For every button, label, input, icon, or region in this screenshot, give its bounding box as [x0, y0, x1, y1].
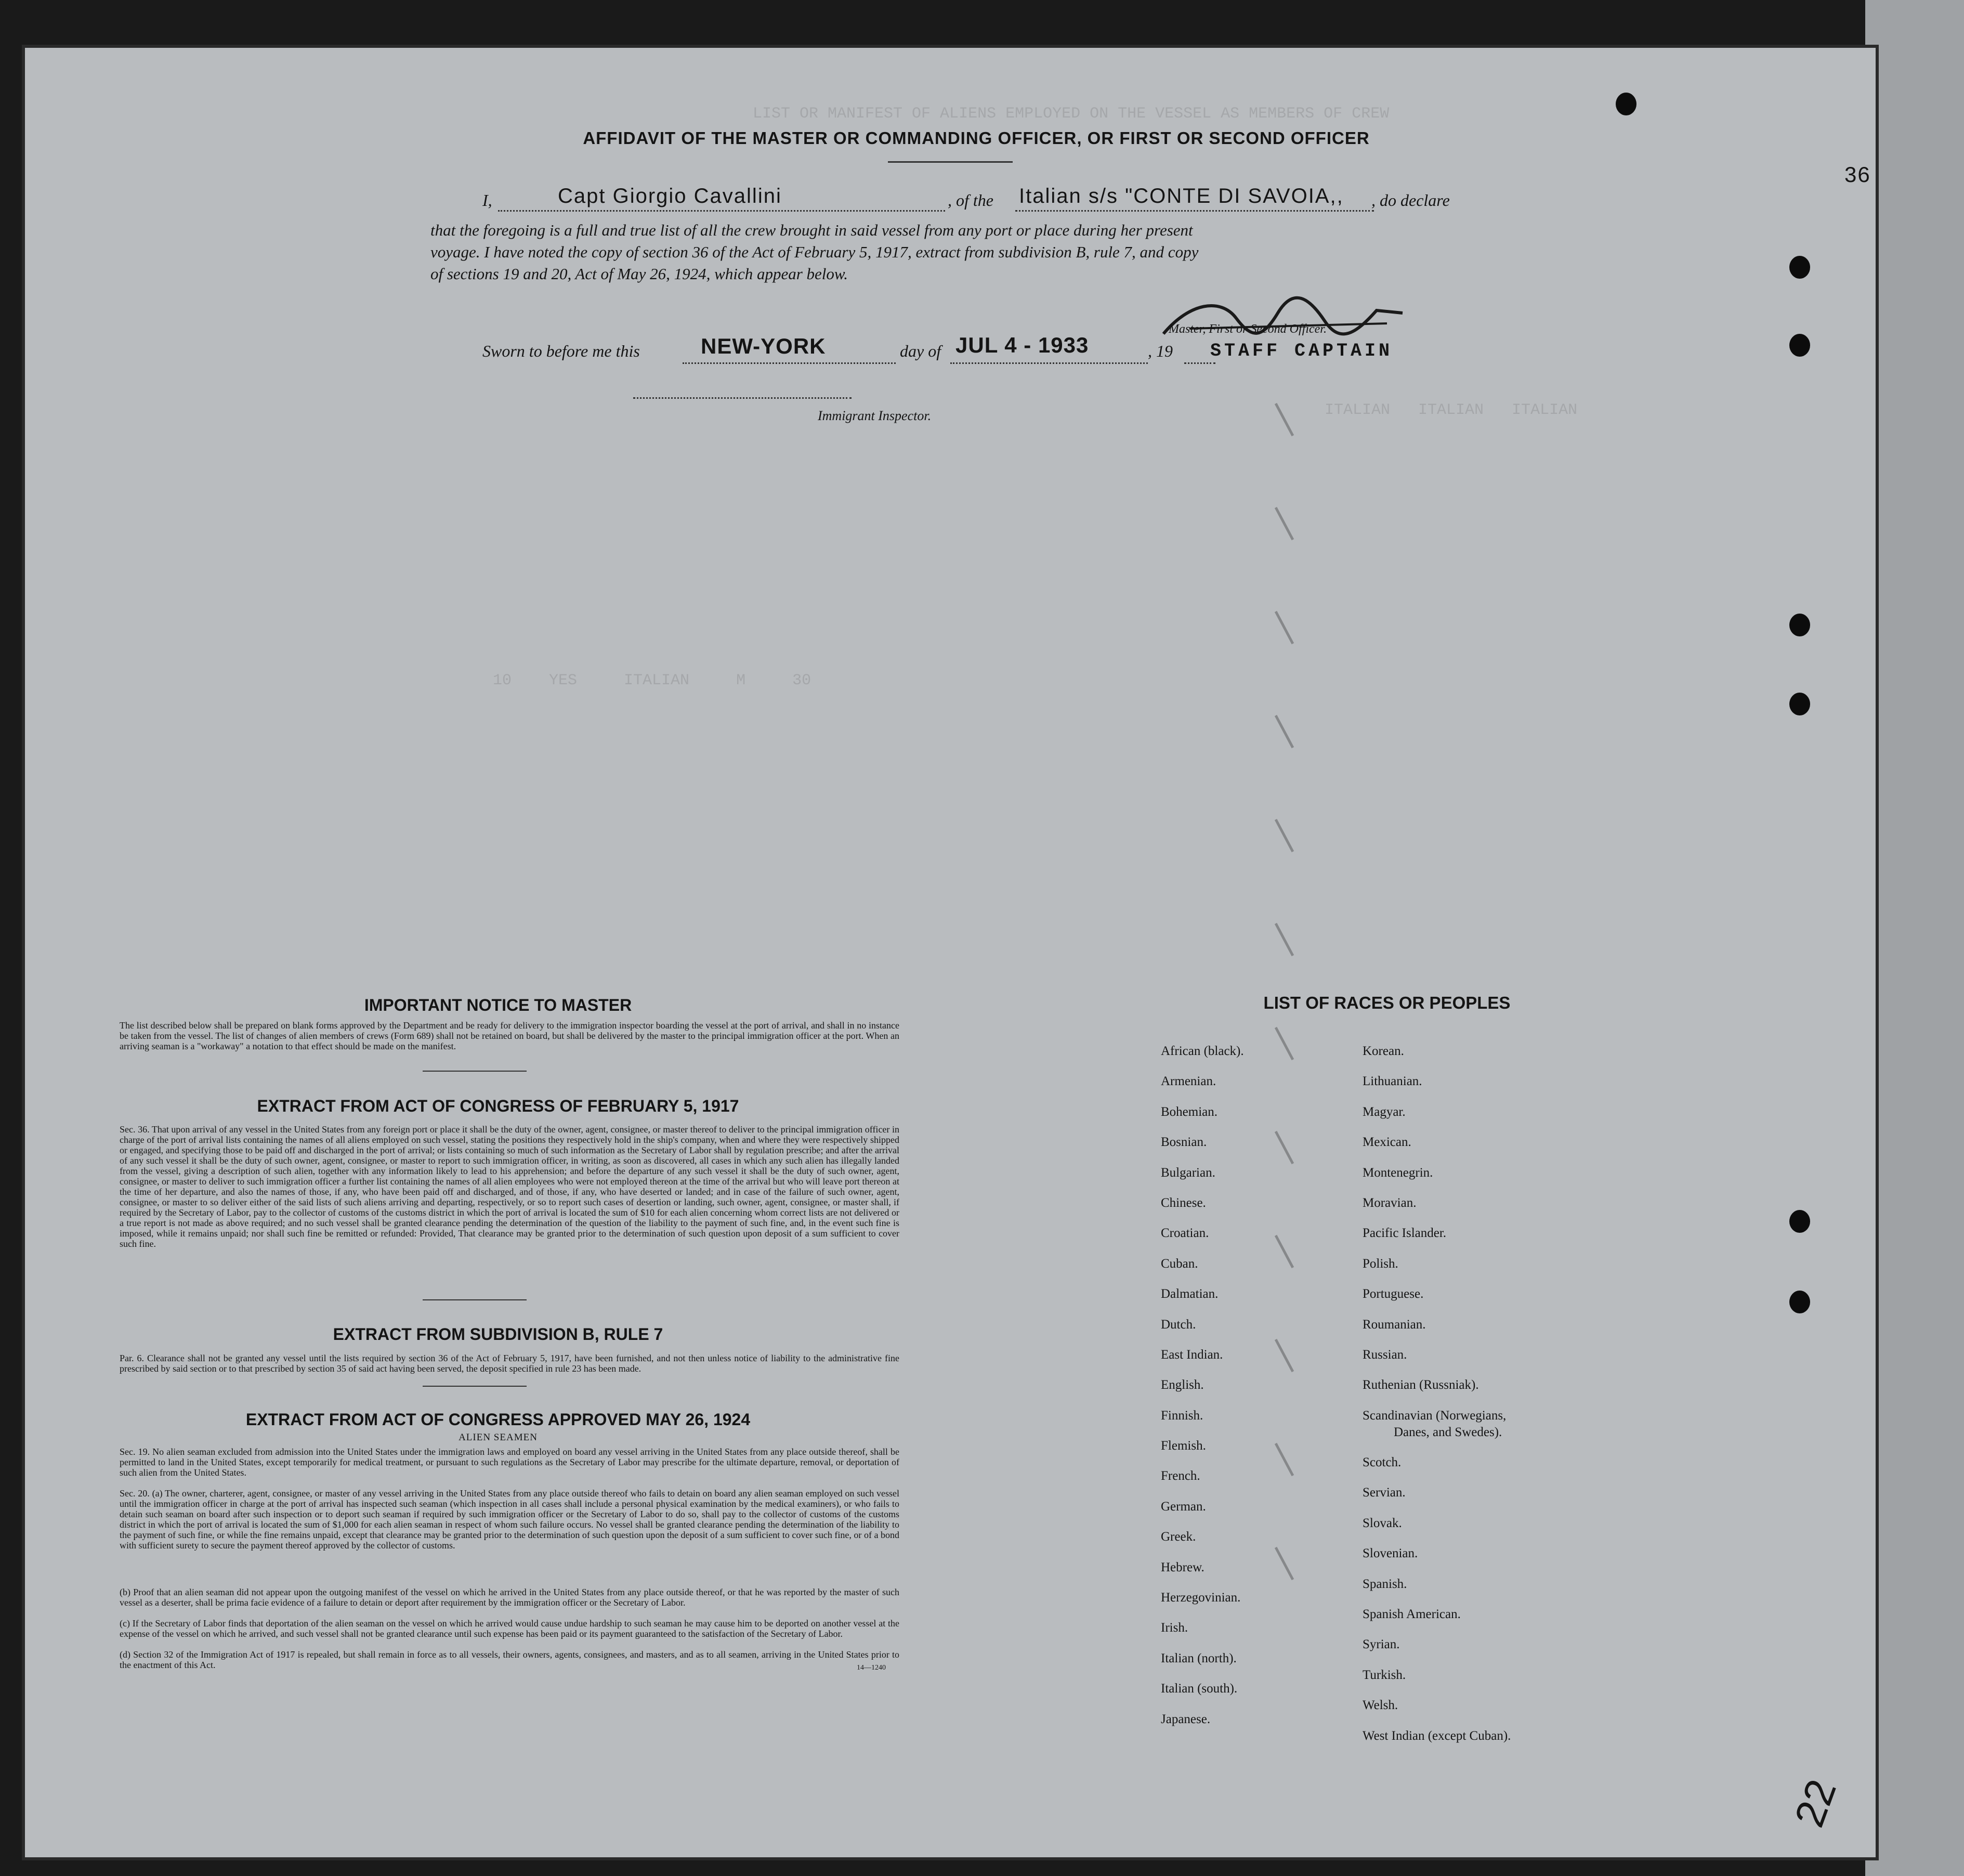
race-item: Dutch. — [1161, 1317, 1196, 1332]
extract-1924-sec20d: (d) Section 32 of the Immigration Act of 1917 is repealed, but shall remain in force as to all vessels, their owners, agents, consignees, and masters, and as to all seamen, arriving in the United States prior to the enactment of this Act. — [120, 1649, 899, 1670]
race-item: Greek. — [1161, 1530, 1196, 1544]
extract-rule7-title: EXTRACT FROM SUBDIVISION B, RULE 7 — [333, 1325, 663, 1344]
race-item: Scotch. — [1363, 1455, 1402, 1470]
race-item: Ruthenian (Russniak). — [1363, 1378, 1479, 1392]
race-item: Hebrew. — [1161, 1560, 1204, 1574]
races-title: LIST OF RACES OR PEOPLES — [1263, 993, 1511, 1012]
of-the-label: , of the — [948, 191, 993, 210]
bleed-through-text: LIST OR MANIFEST OF ALIENS EMPLOYED ON THE VESSEL AS MEMBERS OF CREW — [753, 105, 1390, 123]
extract-1924-sec20c: (c) If the Secretary of Labor finds that deportation of the alien seaman on the vessel on which he arrived would cause undue hardship to such seaman he may cause him to be deported on another vessel at the expense of the vessel on which he arrived, and such vessel shall not be granted clearance until such expense has been paid or its payment guaranteed to the satisfaction of the Secretary of Labor. — [120, 1618, 899, 1639]
race-item: Magyar. — [1363, 1104, 1406, 1119]
race-item: German. — [1161, 1499, 1206, 1514]
race-item: Croatian. — [1161, 1226, 1209, 1241]
bleed-through-column: ITALIAN ITALIAN ITALIAN — [1325, 401, 1578, 419]
extract-1924-sec20a: Sec. 20. (a) The owner, charterer, agent, consignee, or master of any vessel arriving in the United States from any place outside thereof who fails to detain on board any alien seaman employed on such vessel until the immigration officer in charge at the port of arrival has inspected such seaman (which inspection in all cases shall include a personal physical examination by the medical examiners), or who fails to detain such seaman on board after such inspection or to deport such seaman if required by such immigration officer or the Secretary of Labor to do so, shall pay to the collector of customs of the customs district in which the port of arrival is located the sum of $1,000 for each alien seaman in respect of whom such failure occurs. No vessel shall be granted clearance pending the determination of the liability to the payment of such fine, or while the fine remains unpaid, except that clearance may be granted prior to the determination of such question upon the deposit of a sum sufficient to cover such fine, or of a bond with sufficient surety to secure the payment thereof approved by the collector of customs. — [120, 1488, 899, 1551]
races-column-2 — [1363, 1044, 1511, 1759]
race-item: Dalmatian. — [1161, 1287, 1219, 1301]
race-item: Irish. — [1161, 1621, 1188, 1635]
form-number: 14—1240 — [857, 1664, 886, 1672]
sheet-number: 36 — [1844, 162, 1871, 187]
race-item: Slovenian. — [1363, 1546, 1418, 1561]
race-item: Syrian. — [1363, 1637, 1400, 1652]
race-item: Spanish American. — [1363, 1607, 1461, 1622]
punch-hole — [1789, 334, 1810, 357]
do-declare-label: , do declare — [1371, 191, 1450, 210]
race-item: Bulgarian. — [1161, 1165, 1215, 1180]
race-item: Moravian. — [1363, 1195, 1417, 1210]
race-item: Roumanian. — [1363, 1317, 1426, 1332]
race-item: English. — [1161, 1378, 1204, 1392]
vessel-name: Italian s/s "CONTE DI SAVOIA,, — [1019, 185, 1344, 207]
race-item: Slovak. — [1363, 1516, 1402, 1530]
race-item: Montenegrin. — [1363, 1165, 1433, 1180]
race-item: Korean. — [1363, 1044, 1404, 1058]
race-item: Pacific Islander. — [1363, 1226, 1447, 1241]
notice-text: The list described below shall be prepared on blank forms approved by the Department and be ready for delivery to the immigration inspector boarding the vessel at the port of arrival, and shall in no instance be taken from the vessel. The list of changes of alien members of crews (Form 689) shall not be retained on board, but shall be delivered by the master to the principal immigration officer at the port. When an arriving seaman is a "workaway" a notation to that effect should be made on the manifest. — [120, 1020, 899, 1051]
race-item: Danes, and Swedes). — [1394, 1425, 1502, 1439]
race-item: French. — [1161, 1469, 1200, 1483]
affidavit-body-line2: voyage. I have noted the copy of section 36 of the Act of February 5, 1917, extract from subdivision B, rule 7, and copy — [430, 243, 1199, 261]
signature-caption: Master, First or Second Officer. — [1169, 322, 1327, 336]
race-item: Welsh. — [1363, 1698, 1398, 1713]
bleed-through-rows: 10 YES ITALIAN M 30 — [493, 672, 811, 689]
affidavit-body-line3: of sections 19 and 20, Act of May 26, 1924, which appear below. — [430, 265, 848, 283]
extract-1917-title: EXTRACT FROM ACT OF CONGRESS OF FEBRUARY 5, 1917 — [257, 1097, 739, 1115]
master-name: Capt Giorgio Cavallini — [558, 185, 782, 207]
notice-title: IMPORTANT NOTICE TO MASTER — [364, 996, 632, 1014]
race-item: Bosnian. — [1161, 1135, 1207, 1150]
sworn-date: JUL 4 - 1933 — [955, 333, 1089, 357]
day-of-label: day of — [900, 342, 941, 360]
race-item: Italian (south). — [1161, 1682, 1238, 1696]
extract-1917-text: Sec. 36. That upon arrival of any vessel in the United States from any foreign port or place it shall be the duty of the owner, agent, consignee, or master thereof to deliver to the principal immigration officer in charge of the port of arrival lists containing the names of all aliens employed on such vessel, stating the positions they respectively hold in the ship's company, when and where they were respectively shipped or engaged, and specifying those to be paid off and discharged in the port of arrival; or lists containing so much of such information as the Secretary of Labor shall by regulation prescribe; and after the arrival of any such vessel it shall be the duty of such owner, agent, consignee, or master to report to such immigration officer, in writing, as soon as discovered, all cases in which any such alien has illegally landed from the vessel, giving a description of such alien, together with any information likely to lead to his apprehension; and before the departure of any such vessel it shall be the duty of such owner, agent, consignee, or master to deliver to such immigration officer a further list containing the names of all alien employees who were not employed thereon at the time of the arrival but who will leave port thereon at the time of her departure, and also the names of those, if any, who have been paid off and discharged, and of those, if any, who have deserted or landed; and in case of the failure of such owner, agent, consignee, or master to so deliver either of the said lists of such aliens arriving and departing, respectively, or so to report such cases of desertion or landing, such owner, agent, consignee, or master shall, if required by the Secretary of Labor, pay to the collector of customs of the customs district in which the port of arrival is located the sum of $10 for each alien concerning whom correct lists are not delivered or a true report is not made as above required; and no such vessel shall be granted clearance pending the determination of the question of the liability to the payment of such fine, and, in the event such fine is imposed, while it remains unpaid; nor shall such fine be remitted or refunded: Provided, That clearance may be granted prior to the determination of such question upon deposit of a sum sufficient to cover such fine. — [120, 1124, 899, 1249]
race-item: Mexican. — [1363, 1135, 1411, 1150]
extract-rule7-text: Par. 6. Clearance shall not be granted any vessel until the lists required by section 36 of the Act of February 5, 1917, have been furnished, and not then unless notice of liability to the administrative fine prescribed by said section or to that prescribed by section 35 of said act having been served, the deposit specified in rule 23 has been made. — [120, 1353, 899, 1374]
race-item: East Indian. — [1161, 1347, 1223, 1362]
sworn-label: Sworn to before me this — [482, 342, 640, 360]
race-item: Herzegovinian. — [1161, 1591, 1241, 1605]
race-item: African (black). — [1161, 1044, 1244, 1058]
race-item: Lithuanian. — [1363, 1074, 1422, 1089]
race-item: Spanish. — [1363, 1577, 1407, 1591]
title-divider — [888, 161, 1013, 163]
punch-hole — [1616, 93, 1636, 115]
inspector-label: Immigrant Inspector. — [818, 408, 932, 423]
affidavit-body-line1: that the foregoing is a full and true list of all the crew brought in said vessel from any port or place during her present — [430, 221, 1193, 239]
officer-rank: STAFF CAPTAIN — [1210, 341, 1393, 361]
race-item: Finnish. — [1161, 1408, 1203, 1423]
race-item: Bohemian. — [1161, 1104, 1218, 1119]
extract-1924-sec20b: (b) Proof that an alien seaman did not appear upon the outgoing manifest of the vessel on which he arrived in the United States from any place outside thereof, or that he was reported by the master of such vessel as a deserter, shall be prima facie evidence of a failure to detain or deport after requirement by the immigration officer or the Secretary of Labor. — [120, 1587, 899, 1608]
race-item: Japanese. — [1161, 1712, 1211, 1726]
race-item: Russian. — [1363, 1347, 1407, 1362]
punch-hole — [1789, 256, 1810, 279]
manifest-page — [25, 48, 1876, 1857]
race-item: Portuguese. — [1363, 1287, 1424, 1301]
punch-hole — [1789, 614, 1810, 636]
extract-1924-subtitle: ALIEN SEAMEN — [459, 1432, 538, 1443]
race-item: Servian. — [1363, 1486, 1406, 1500]
page-mark: 22 — [1785, 1773, 1845, 1833]
race-item: Cuban. — [1161, 1256, 1198, 1271]
race-item: Italian (north). — [1161, 1651, 1237, 1665]
race-item: Flemish. — [1161, 1439, 1206, 1453]
extract-1924-title: EXTRACT FROM ACT OF CONGRESS APPROVED MAY 26, 1924 — [245, 1410, 751, 1429]
race-item: Scandinavian (Norwegians, — [1363, 1408, 1507, 1423]
races-column-1 — [1161, 1044, 1244, 1742]
punch-hole — [1789, 1210, 1810, 1233]
sworn-place: NEW-YORK — [701, 334, 826, 358]
year-prefix: , 19 — [1148, 342, 1173, 360]
race-item: Chinese. — [1161, 1195, 1206, 1210]
race-item: West Indian (except Cuban). — [1363, 1728, 1511, 1743]
affidavit-title: AFFIDAVIT OF THE MASTER OR COMMANDING OFFICER, OR FIRST OR SECOND OFFICER — [583, 128, 1370, 148]
race-item: Armenian. — [1161, 1074, 1216, 1089]
punch-hole — [1789, 1291, 1810, 1313]
race-item: Polish. — [1363, 1256, 1398, 1271]
extract-1924-sec19: Sec. 19. No alien seaman excluded from admission into the United States under the immigration laws and employed on board any vessel arriving in the United States from any place outside thereof, shall be permitted to land in the United States, except temporarily for medical treatment, or pursuant to such regulations as the Secretary of Labor may prescribe for the ultimate departure, removal, or deportation of such alien from the United States. — [120, 1447, 899, 1478]
race-item: Turkish. — [1363, 1667, 1406, 1682]
next-page-edge — [1865, 0, 1964, 1876]
affidavit-i-label: I, — [482, 191, 492, 210]
punch-hole — [1789, 693, 1810, 715]
